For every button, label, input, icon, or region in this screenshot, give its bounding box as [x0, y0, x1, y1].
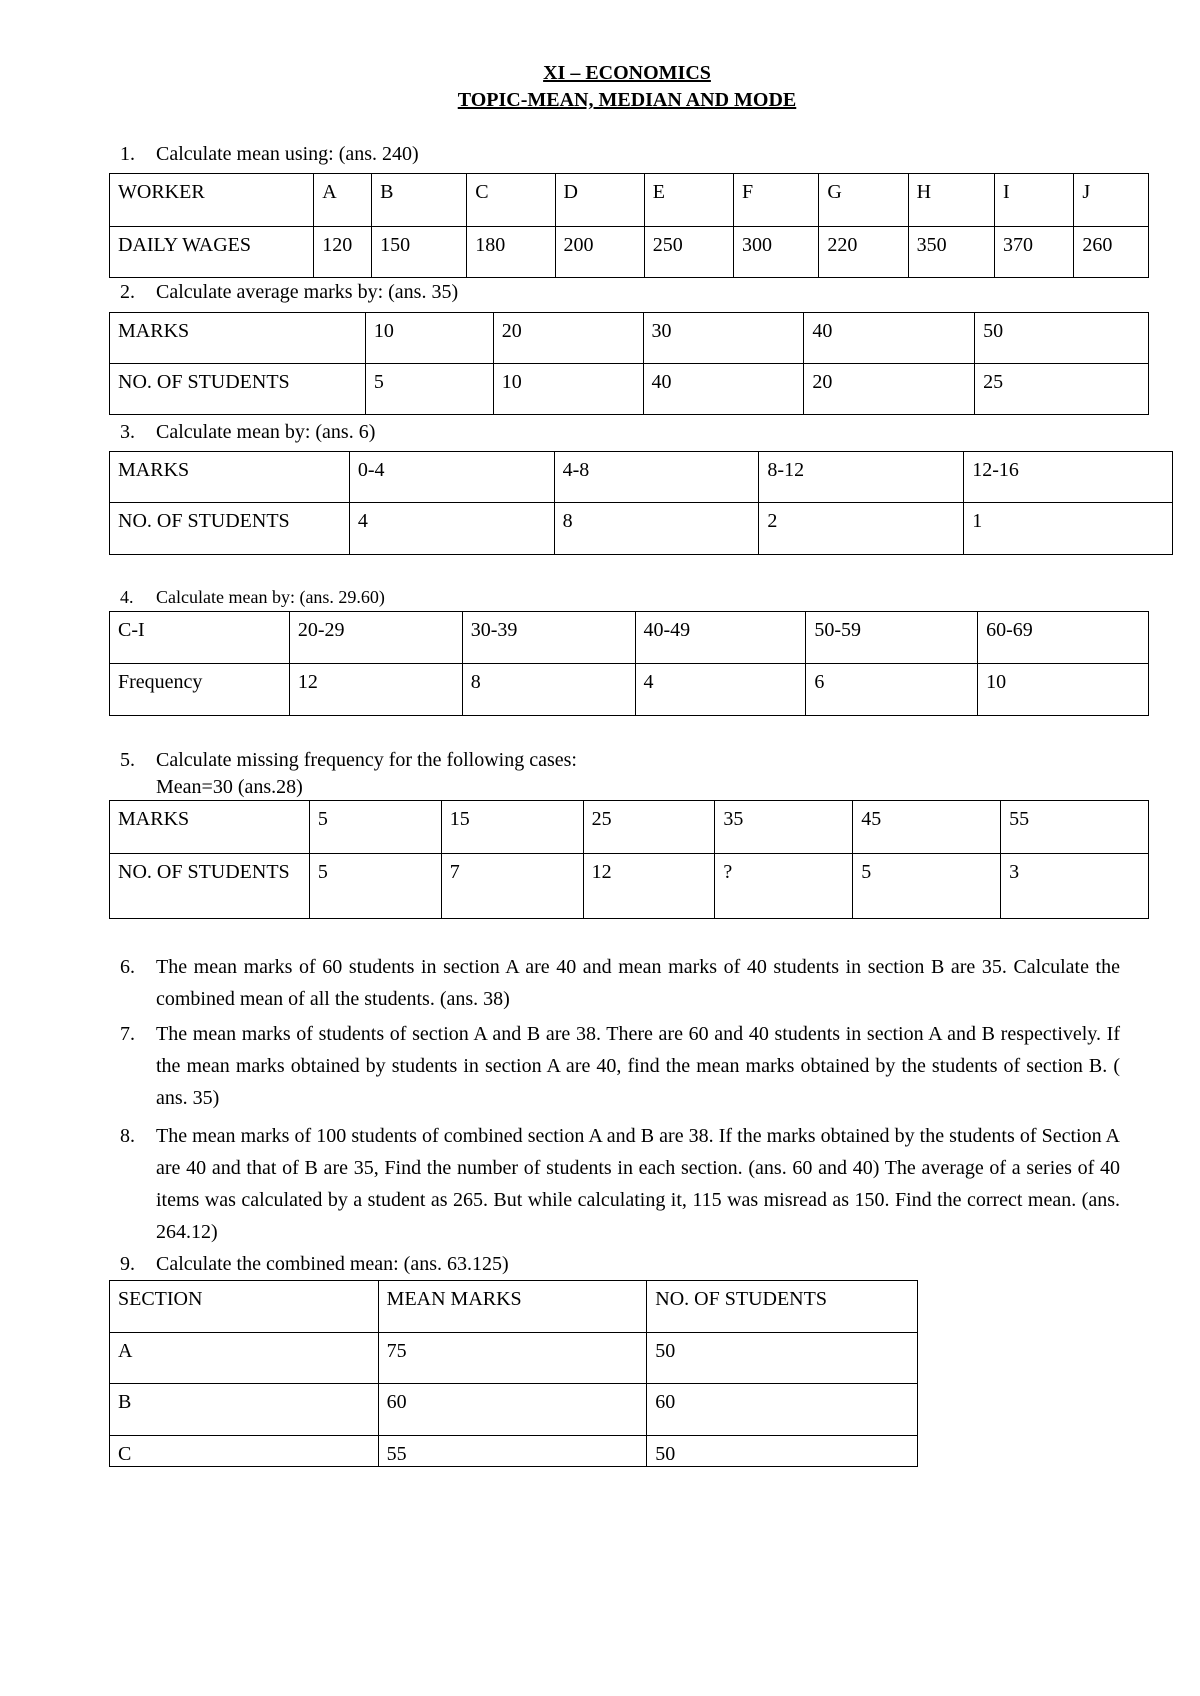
- table-cell: 260: [1074, 227, 1149, 278]
- table-cell: H: [908, 174, 994, 227]
- table-cell: F: [734, 174, 819, 227]
- row-header-cell: MARKS: [110, 452, 350, 503]
- table-cell: 60-69: [978, 612, 1149, 664]
- table-cell: 8-12: [759, 452, 964, 503]
- table-cell: 0-4: [349, 452, 554, 503]
- wages-table: [109, 173, 1149, 278]
- question-text: Calculate average marks by: (ans. 35): [156, 281, 459, 303]
- table-cell: NO. OF STUDENTS: [647, 1281, 918, 1333]
- question-number: 6.: [120, 956, 135, 978]
- table-cell: 75: [378, 1333, 647, 1384]
- row-header-cell: Frequency: [110, 664, 290, 716]
- table-cell: J: [1074, 174, 1149, 227]
- question-5-condition: Mean=30 (ans.28): [156, 776, 303, 798]
- row-header-cell: MARKS: [110, 801, 310, 854]
- row-header-cell: NO. OF STUDENTS: [110, 364, 366, 415]
- table-cell: B: [372, 174, 467, 227]
- table-cell: 20: [804, 364, 975, 415]
- table-row: [110, 801, 1149, 854]
- table-cell: 6: [806, 664, 978, 716]
- table-cell: 150: [372, 227, 467, 278]
- table-row: [110, 364, 1149, 415]
- table-cell: 12: [583, 854, 715, 919]
- question-6: [120, 951, 1120, 1015]
- question-9: [120, 1253, 509, 1276]
- question-text: Calculate missing frequency for the following cases:: [156, 749, 577, 771]
- question-text: Calculate mean by: (ans. 29.60): [156, 587, 385, 607]
- question-number: 8.: [120, 1125, 135, 1147]
- question-5: [120, 749, 577, 772]
- row-header-cell: NO. OF STUDENTS: [110, 503, 350, 555]
- table-row: [110, 1281, 918, 1333]
- table-cell: 20: [493, 313, 643, 364]
- table-cell: 250: [644, 227, 733, 278]
- table-cell: 3: [1001, 854, 1149, 919]
- question-text: Calculate mean by: (ans. 6): [156, 421, 376, 443]
- table-cell: 2: [759, 503, 964, 555]
- question-number: 9.: [120, 1253, 135, 1275]
- table-cell: 1: [964, 503, 1173, 555]
- row-header-cell: B: [110, 1384, 379, 1436]
- table-cell: 50: [975, 313, 1149, 364]
- table-cell: D: [555, 174, 644, 227]
- table-cell: 5: [853, 854, 1001, 919]
- question-text: Calculate the combined mean: (ans. 63.125): [156, 1253, 509, 1275]
- table-cell: 4: [349, 503, 554, 555]
- row-header-cell: A: [110, 1333, 379, 1384]
- table-cell: 60: [378, 1384, 647, 1436]
- table-cell: I: [994, 174, 1073, 227]
- table-row: [110, 174, 1149, 227]
- table-cell: 4: [635, 664, 806, 716]
- table-cell: 4-8: [554, 452, 759, 503]
- table-cell: A: [314, 174, 372, 227]
- question-text: The mean marks of 60 students in section A are 40 and mean marks of 40 students in section B are 35. Calculate the combined mean of all the students. (ans. 38): [156, 956, 1120, 1010]
- table-cell: 40: [643, 364, 804, 415]
- question-4: [120, 587, 385, 608]
- table-row: [110, 612, 1149, 664]
- row-header-cell: NO. OF STUDENTS: [110, 854, 310, 919]
- table-cell: 120: [314, 227, 372, 278]
- table-cell: 30: [643, 313, 804, 364]
- table-cell: 15: [441, 801, 583, 854]
- table-cell: 220: [819, 227, 908, 278]
- question-text: Calculate mean using: (ans. 240): [156, 143, 419, 165]
- page-topic: TOPIC-MEAN, MEDIAN AND MODE: [457, 89, 797, 111]
- table-cell: 60: [647, 1384, 918, 1436]
- table-row: [110, 1333, 918, 1384]
- class-marks-table: [109, 451, 1173, 555]
- row-header-cell: C: [110, 1436, 379, 1467]
- missing-frequency-table: [109, 800, 1149, 919]
- table-cell: 40: [804, 313, 975, 364]
- table-cell: 5: [309, 801, 441, 854]
- table-cell: 50: [647, 1436, 918, 1467]
- table-cell: G: [819, 174, 908, 227]
- row-header-cell: SECTION: [110, 1281, 379, 1333]
- combined-mean-table: [109, 1280, 918, 1467]
- table-cell: 350: [908, 227, 994, 278]
- table-cell: 20-29: [289, 612, 462, 664]
- table-cell: 180: [467, 227, 555, 278]
- question-text: The mean marks of 100 students of combined section A and B are 38. If the marks obtained by the students of Section A are 40 and that of B are 35, Find the number of students in each section. (ans. 60 and 40) The average of a series of 40 items was calculated by a student as 265. But while calculating it, 115 was misread as 150. Find the correct mean. (ans. 264.12): [156, 1125, 1120, 1243]
- question-number: 1.: [120, 143, 135, 165]
- table-row: [110, 313, 1149, 364]
- table-cell: 300: [734, 227, 819, 278]
- row-header-cell: WORKER: [110, 174, 314, 227]
- table-row: [110, 452, 1173, 503]
- question-number: 2.: [120, 281, 135, 303]
- row-header-cell: MARKS: [110, 313, 366, 364]
- table-cell: 7: [441, 854, 583, 919]
- table-row: [110, 227, 1149, 278]
- question-3: [120, 421, 375, 444]
- table-cell: 40-49: [635, 612, 806, 664]
- table-cell: 55: [1001, 801, 1149, 854]
- table-cell: 5: [309, 854, 441, 919]
- table-row: [110, 664, 1149, 716]
- table-cell: 8: [462, 664, 635, 716]
- table-cell: 30-39: [462, 612, 635, 664]
- table-cell: E: [644, 174, 733, 227]
- table-cell: 50: [647, 1333, 918, 1384]
- question-number: 4.: [120, 587, 134, 607]
- table-cell: 10: [978, 664, 1149, 716]
- table-cell: 50-59: [806, 612, 978, 664]
- table-row: [110, 854, 1149, 919]
- table-cell: 35: [715, 801, 853, 854]
- question-number: 7.: [120, 1023, 135, 1045]
- table-cell: ?: [715, 854, 853, 919]
- table-cell: 45: [853, 801, 1001, 854]
- question-number: 3.: [120, 421, 135, 443]
- table-row: [110, 1384, 918, 1436]
- question-2: [120, 281, 458, 304]
- table-cell: 12-16: [964, 452, 1173, 503]
- table-cell: 12: [289, 664, 462, 716]
- table-cell: 200: [555, 227, 644, 278]
- question-8: [120, 1120, 1120, 1248]
- table-row: [110, 1436, 918, 1467]
- table-cell: 8: [554, 503, 759, 555]
- question-7: [120, 1018, 1120, 1114]
- question-1: [120, 143, 419, 166]
- table-cell: 10: [493, 364, 643, 415]
- table-cell: 5: [365, 364, 493, 415]
- table-cell: 10: [365, 313, 493, 364]
- question-number: 5.: [120, 749, 135, 771]
- row-header-cell: C-I: [110, 612, 290, 664]
- frequency-table: [109, 611, 1149, 716]
- page-title: XI – ECONOMICS: [543, 62, 711, 84]
- table-cell: 25: [583, 801, 715, 854]
- row-header-cell: DAILY WAGES: [110, 227, 314, 278]
- question-text: The mean marks of students of section A and B are 38. There are 60 and 40 students in section A and B respectively. If the mean marks obtained by students in section A are 40, find the mean marks obtained by the students of section B. ( ans. 35): [156, 1023, 1120, 1109]
- table-cell: C: [467, 174, 555, 227]
- table-row: [110, 503, 1173, 555]
- table-cell: MEAN MARKS: [378, 1281, 647, 1333]
- table-cell: 25: [975, 364, 1149, 415]
- table-cell: 55: [378, 1436, 647, 1467]
- table-cell: 370: [994, 227, 1073, 278]
- marks-table: [109, 312, 1149, 415]
